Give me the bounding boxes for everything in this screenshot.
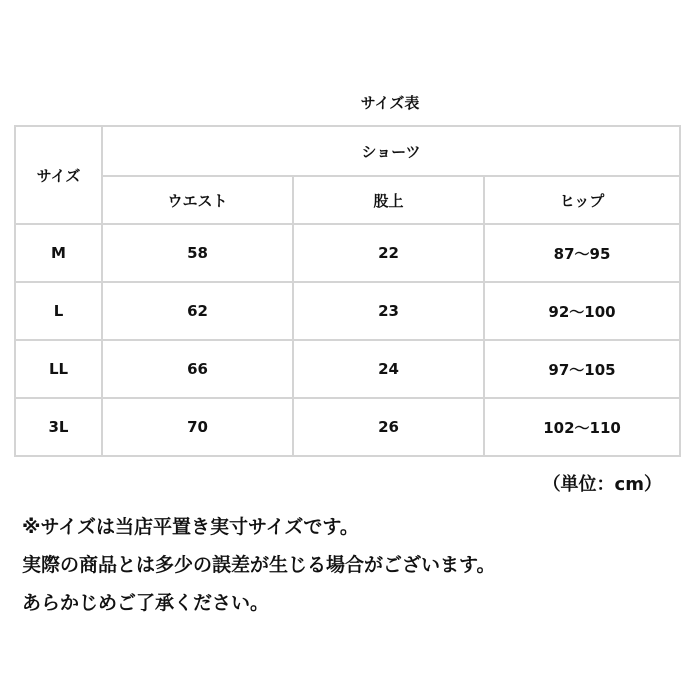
rise-cell: 23 [293, 282, 484, 340]
size-table [14, 125, 681, 457]
size-cell: LL [15, 340, 102, 398]
note-line-variance: 実際の商品とは多少の誤差が生じる場合がございます。 [22, 554, 496, 576]
table-row [15, 282, 680, 340]
hip-cell: 97～105 [484, 340, 680, 398]
size-cell: 3L [15, 398, 102, 456]
table-row [15, 398, 680, 456]
waist-cell: 66 [102, 340, 293, 398]
waist-cell: 70 [102, 398, 293, 456]
hip-header-cell: ヒップ [484, 176, 680, 224]
size-header-cell: サイズ [15, 126, 102, 224]
hip-cell: 92～100 [484, 282, 680, 340]
size-cell: M [15, 224, 102, 282]
rise-cell: 24 [293, 340, 484, 398]
table-subheader-row [15, 176, 680, 224]
table-row [15, 340, 680, 398]
unit-note: （単位：cm） [542, 474, 662, 495]
hip-cell: 87～95 [484, 224, 680, 282]
note-line-measurement: ※サイズは当店平置き実寸サイズです。 [22, 516, 359, 538]
waist-cell: 58 [102, 224, 293, 282]
waist-header-cell: ウエスト [102, 176, 293, 224]
waist-cell: 62 [102, 282, 293, 340]
notes [22, 508, 682, 622]
page-title: サイズ表 [360, 94, 420, 112]
size-cell: L [15, 282, 102, 340]
table-header-row [15, 126, 680, 176]
table-row [15, 224, 680, 282]
shorts-header-cell: ショーツ [102, 126, 680, 176]
note-line-acknowledge: あらかじめご了承ください。 [22, 592, 270, 614]
hip-cell: 102～110 [484, 398, 680, 456]
rise-cell: 26 [293, 398, 484, 456]
rise-cell: 22 [293, 224, 484, 282]
rise-header-cell: 股上 [293, 176, 484, 224]
